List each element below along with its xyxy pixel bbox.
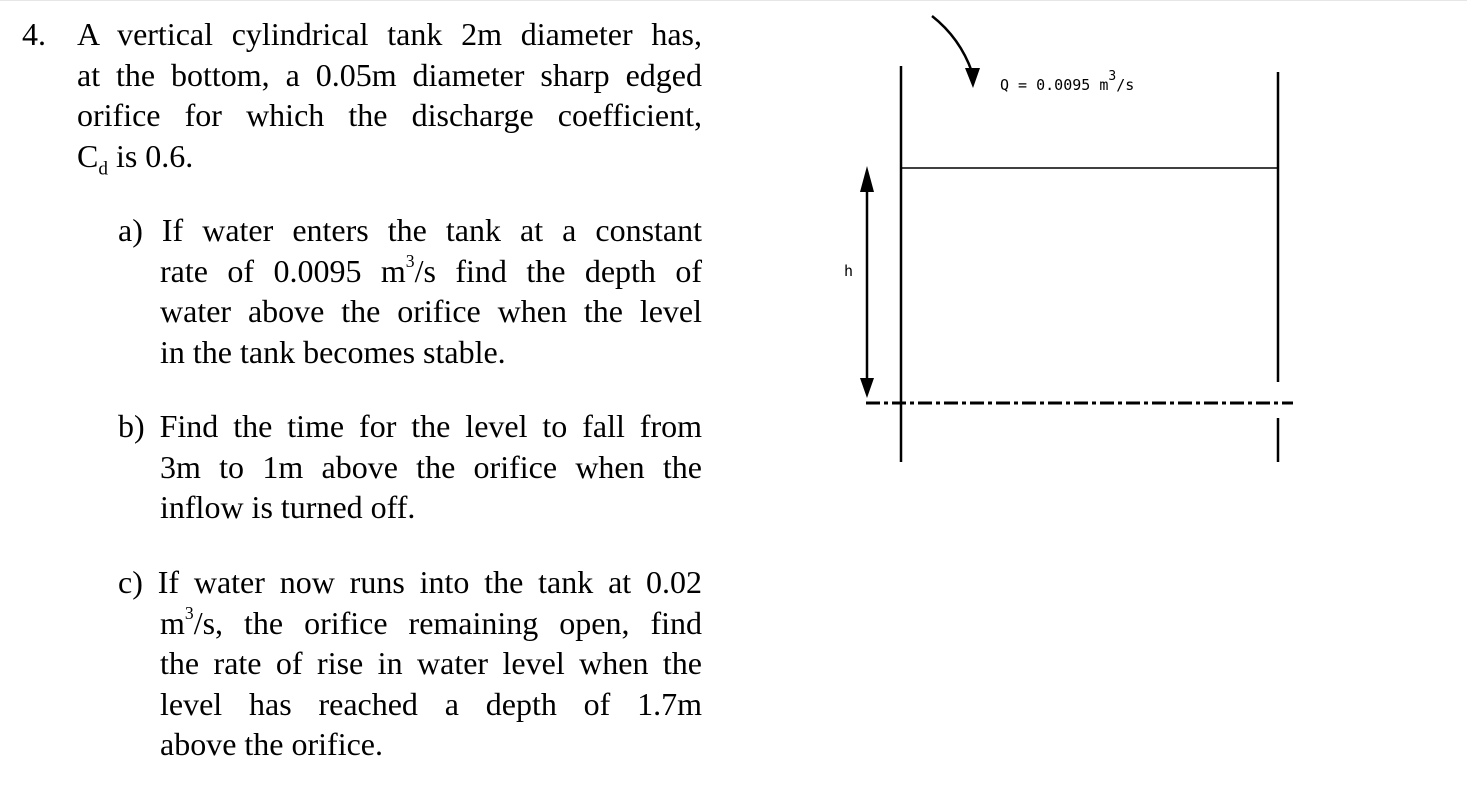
height-arrow-top: [860, 166, 874, 192]
part-a-line-4: in the tank becomes stable.: [160, 333, 506, 370]
cd-symbol: C: [77, 137, 99, 174]
cd-subscript: d: [98, 157, 108, 179]
part-b-label: b): [118, 408, 145, 444]
intro-line-2: at the bottom, a 0.05m diameter sharp edged: [77, 56, 702, 93]
part-b-line-3: inflow is turned off.: [160, 489, 416, 525]
intro-line-3: orifice for which the discharge coefficient,: [77, 97, 702, 133]
part-a-line-3: water above the orifice when the level: [160, 293, 702, 329]
part-c: [118, 562, 702, 765]
height-arrow-bottom: [860, 378, 874, 398]
inflow-arrow-shaft: [932, 16, 972, 72]
part-b-line-2: 3m to 1m above the orifice when the: [160, 448, 702, 485]
height-label: h: [844, 262, 854, 280]
question-number: 4.: [22, 16, 46, 52]
part-c-line-1: c) If water now runs into the tank at 0.02: [118, 562, 702, 603]
part-c-line-3: the rate of rise in water level when the: [160, 645, 702, 681]
part-c-line-5: above the orifice.: [160, 726, 383, 762]
intro-line-4: [77, 136, 702, 177]
part-c-label: c): [118, 564, 143, 600]
intro-line-1: A vertical cylindrical tank 2m diameter has,: [77, 16, 702, 52]
part-c-line-4: level has reached a depth of 1.7m: [160, 685, 702, 722]
inflow-arrow-head: [965, 68, 980, 88]
part-a-label: a): [118, 212, 143, 248]
tank-diagram: [820, 0, 1320, 480]
flow-rate-label: Q = 0.0095 m3/s: [1000, 69, 1135, 94]
part-c-line-2: $m^3/s$, the orifice remaining open, find: [160, 603, 702, 641]
cd-value: is 0.6.: [107, 137, 194, 174]
part-a: [118, 210, 702, 372]
part-b-line-1: b) Find the time for the level to fall from: [118, 406, 702, 447]
part-a-line-1: a) If water enters the tank at a constant: [118, 210, 702, 251]
part-b: [118, 406, 702, 528]
question-intro: [77, 14, 702, 179]
part-a-line-2: rate of 0.0095 $m^3/s$ find the depth of: [160, 251, 703, 289]
